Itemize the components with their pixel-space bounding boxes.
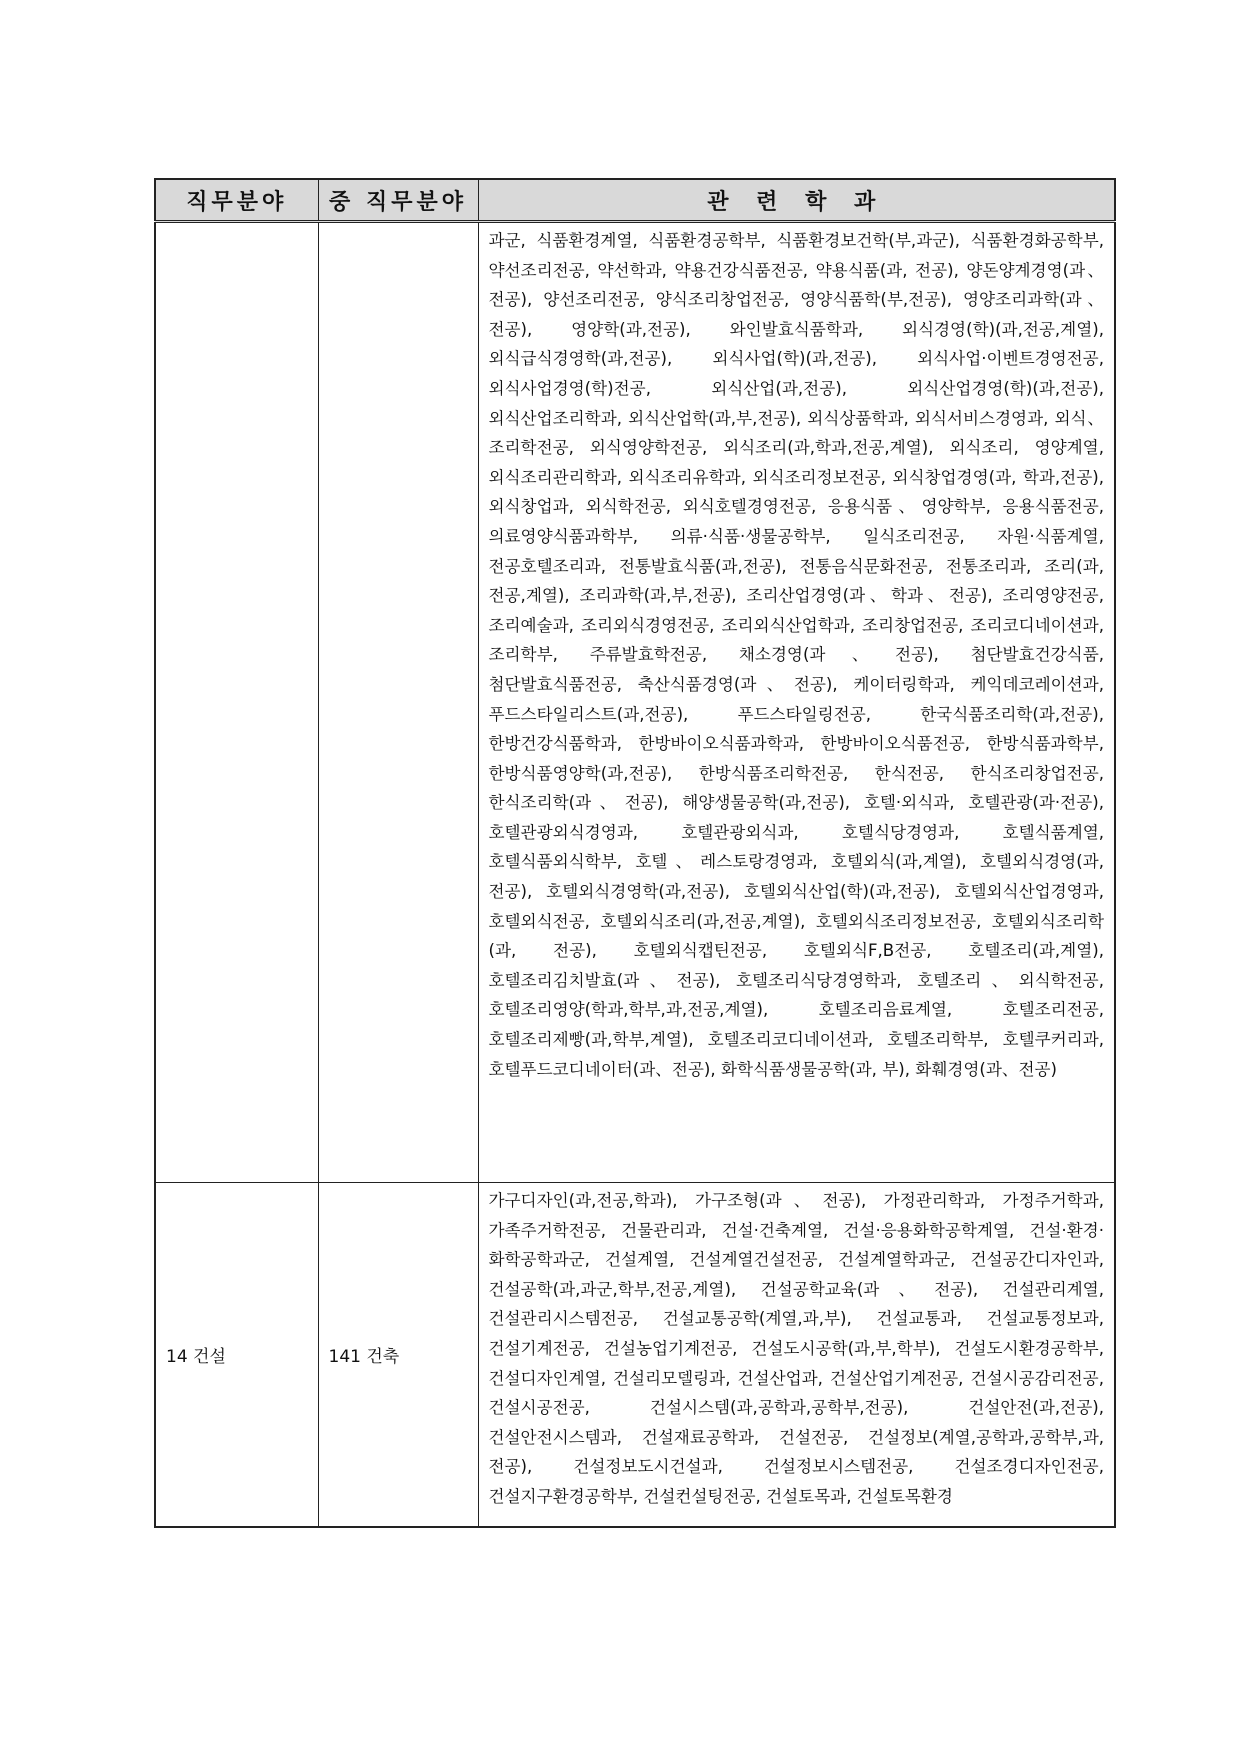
related-departments-table: [154, 178, 1116, 1528]
header-subfield: 중 직무분야: [318, 179, 478, 222]
subfield-cell: 141 건축: [318, 1183, 478, 1527]
field-cell: 14 건설: [155, 1183, 318, 1527]
table-row: [155, 1183, 1115, 1527]
departments-cell: 가구디자인(과,전공,학과), 가구조형(과、전공), 가정관리학과, 가정주거학과, 가족주거학전공, 건물관리과, 건설·건축계열, 건설·응용화학공학계열, 건설·환경·화학공학과군, 건설계열, 건설계열건설전공, 건설계열학과군, 건설공간디자인과, 건설공학(과,과군,학부,전공,계열), 건설공학교육(과、전공), 건설관리계열, 건설관리시스템전공, 건설교통공학(계열,과,부), 건설교통과, 건설교통정보과, 건설기계전공, 건설농업기계전공, 건설도시공학(과,부,학부), 건설도시환경공학부, 건설디자인계열, 건설리모델링과, 건설산업과, 건설산업기계전공, 건설시공감리전공, 건설시공전공, 건설시스템(과,공학과,공학부,전공), 건설안전(과,전공), 건설안전시스템과, 건설재료공학과, 건설전공, 건설정보(계열,공학과,공학부,과,전공), 건설정보도시건설과, 건설정보시스템전공, 건설조경디자인전공, 건설지구환경공학부, 건설컨설팅전공, 건설토목과, 건설토목환경: [478, 1183, 1115, 1527]
header-related-departments: 관 련 학 과: [478, 179, 1115, 222]
header-field: 직무분야: [155, 179, 318, 222]
departments-cell: 과군, 식품환경계열, 식품환경공학부, 식품환경보건학(부,과군), 식품환경화공학부, 약선조리전공, 약선학과, 약용건강식품전공, 약용식품(과, 전공), 양돈양계경영(과、전공), 양선조리전공, 양식조리창업전공, 영양식품학(부,전공), 영양조리과학(과、전공), 영양학(과,전공), 와인발효식품학과, 외식경영(학)(과,전공,계열), 외식급식경영학(과,전공), 외식사업(학)(과,전공), 외식사업·이벤트경영전공, 외식사업경영(학)전공, 외식산업(과,전공), 외식산업경영(학)(과,전공), 외식산업조리학과, 외식산업학(과,부,전공), 외식상품학과, 외식서비스경영과, 외식、조리학전공, 외식영양학전공, 외식조리(과,학과,전공,계열), 외식조리, 영양계열, 외식조리관리학과, 외식조리유학과, 외식조리정보전공, 외식창업경영(과, 학과,전공), 외식창업과, 외식학전공, 외식호텔경영전공, 응용식품、영양학부, 응용식품전공, 의료영양식품과학부, 의류·식품·생물공학부, 일식조리전공, 자원·식품계열, 전공호텔조리과, 전통발효식품(과,전공), 전통음식문화전공, 전통조리과, 조리(과,전공,계열), 조리과학(과,부,전공), 조리산업경영(과、학과、전공), 조리영양전공, 조리예술과, 조리외식경영전공, 조리외식산업학과, 조리창업전공, 조리코디네이션과, 조리학부, 주류발효학전공, 채소경영(과、전공), 첨단발효건강식품, 첨단발효식품전공, 축산식품경영(과、전공), 케이터링학과, 케익데코레이션과, 푸드스타일리스트(과,전공), 푸드스타일링전공, 한국식품조리학(과,전공), 한방건강식품학과, 한방바이오식품과학과, 한방바이오식품전공, 한방식품과학부, 한방식품영양학(과,전공), 한방식품조리학전공, 한식전공, 한식조리창업전공, 한식조리학(과、전공), 해양생물공학(과,전공), 호텔·외식과, 호텔관광(과·전공), 호텔관광외식경영과, 호텔관광외식과, 호텔식당경영과, 호텔식품계열, 호텔식품외식학부, 호텔、레스토랑경영과, 호텔외식(과,계열), 호텔외식경영(과,전공), 호텔외식경영학(과,전공), 호텔외식산업(학)(과,전공), 호텔외식산업경영과, 호텔외식전공, 호텔외식조리(과,전공,계열), 호텔외식조리정보전공, 호텔외식조리학(과, 전공), 호텔외식캡틴전공, 호텔외식F,B전공, 호텔조리(과,계열), 호텔조리김치발효(과、전공), 호텔조리식당경영학과, 호텔조리、외식학전공, 호텔조리영양(학과,학부,과,전공,계열), 호텔조리음료계열, 호텔조리전공, 호텔조리제빵(과,학부,계열), 호텔조리코디네이션과, 호텔조리학부, 호텔쿠커리과, 호텔푸드코디네이터(과、전공), 화학식품생물공학(과, 부), 화훼경영(과、전공): [478, 222, 1115, 1183]
table-row: [155, 222, 1115, 1183]
field-cell: [155, 222, 318, 1183]
subfield-cell: [318, 222, 478, 1183]
table-header-row: [155, 179, 1115, 222]
